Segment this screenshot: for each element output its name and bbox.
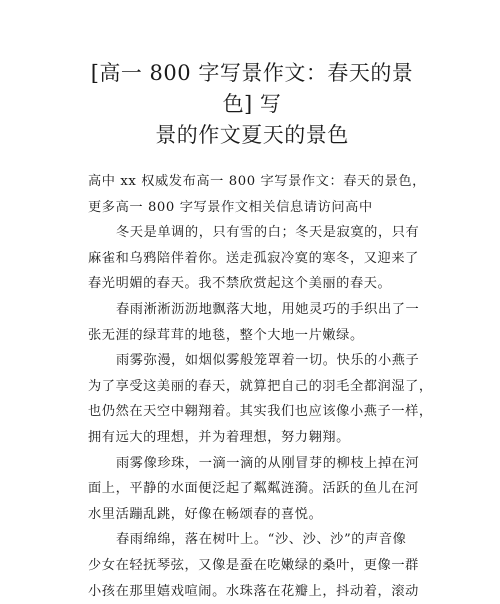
title-line: [高一 800 字写景作文：春天的景色] 写 [88,58,416,120]
text-line: 拥有远大的理想，并为着理想，努力翱翔。 [88,425,416,451]
text-line: 更多高一 800 字写景作文相关信息请访问高中 [88,195,416,221]
text-line: 张无涯的绿茸茸的地毯，整个大地一片嫩绿。 [88,323,416,349]
text-line: 春光明媚的春天。我不禁欣赏起这个美丽的春天。 [88,271,416,297]
text-line: 高中 xx 权威发布高一 800 字写景作文：春天的景色， [88,169,416,195]
text-line: 也仍然在天空中翱翔着。其实我们也应该像小燕子一样， [88,399,416,425]
body-paragraph [88,451,416,528]
text-line: 雨雾像珍珠，一滴一滴的从刚冒芽的柳枝上掉在河 [88,451,416,477]
text-line: 水里活蹦乱跳，好像在畅颂春的喜悦。 [88,502,416,528]
body-paragraph [88,220,416,297]
text-line: 春雨淅淅沥沥地飘落大地，用她灵巧的手织出了一 [88,297,416,323]
lead-paragraph [88,169,416,220]
text-line: 面上，平静的水面便泛起了粼粼涟漪。活跃的鱼儿在河 [88,476,416,502]
body-paragraph [88,297,416,348]
text-line: 冬天是单调的，只有雪的白；冬天是寂寞的，只有 [88,220,416,246]
title-line: 景的作文夏天的景色 [88,120,416,151]
text-line: 为了享受这美丽的春天，就算把自己的羽毛全都润湿了， [88,374,416,400]
body-paragraph [88,527,416,604]
text-line: 春雨绵绵，落在树叶上。“沙、沙、沙”的声音像 [88,527,416,553]
text-line: 小孩在那里嬉戏喧闹。水珠落在花瓣上，抖动着，滚动 [88,579,416,604]
text-line: 少女在轻抚琴弦，又像是蚕在吃嫩绿的桑叶，更像一群 [88,553,416,579]
body-paragraph [88,348,416,450]
text-line: 麻雀和乌鸦陪伴着你。送走孤寂冷寞的寒冬，又迎来了 [88,246,416,272]
text-line: 雨雾弥漫，如烟似雾般笼罩着一切。快乐的小燕子 [88,348,416,374]
document-title [88,58,416,169]
